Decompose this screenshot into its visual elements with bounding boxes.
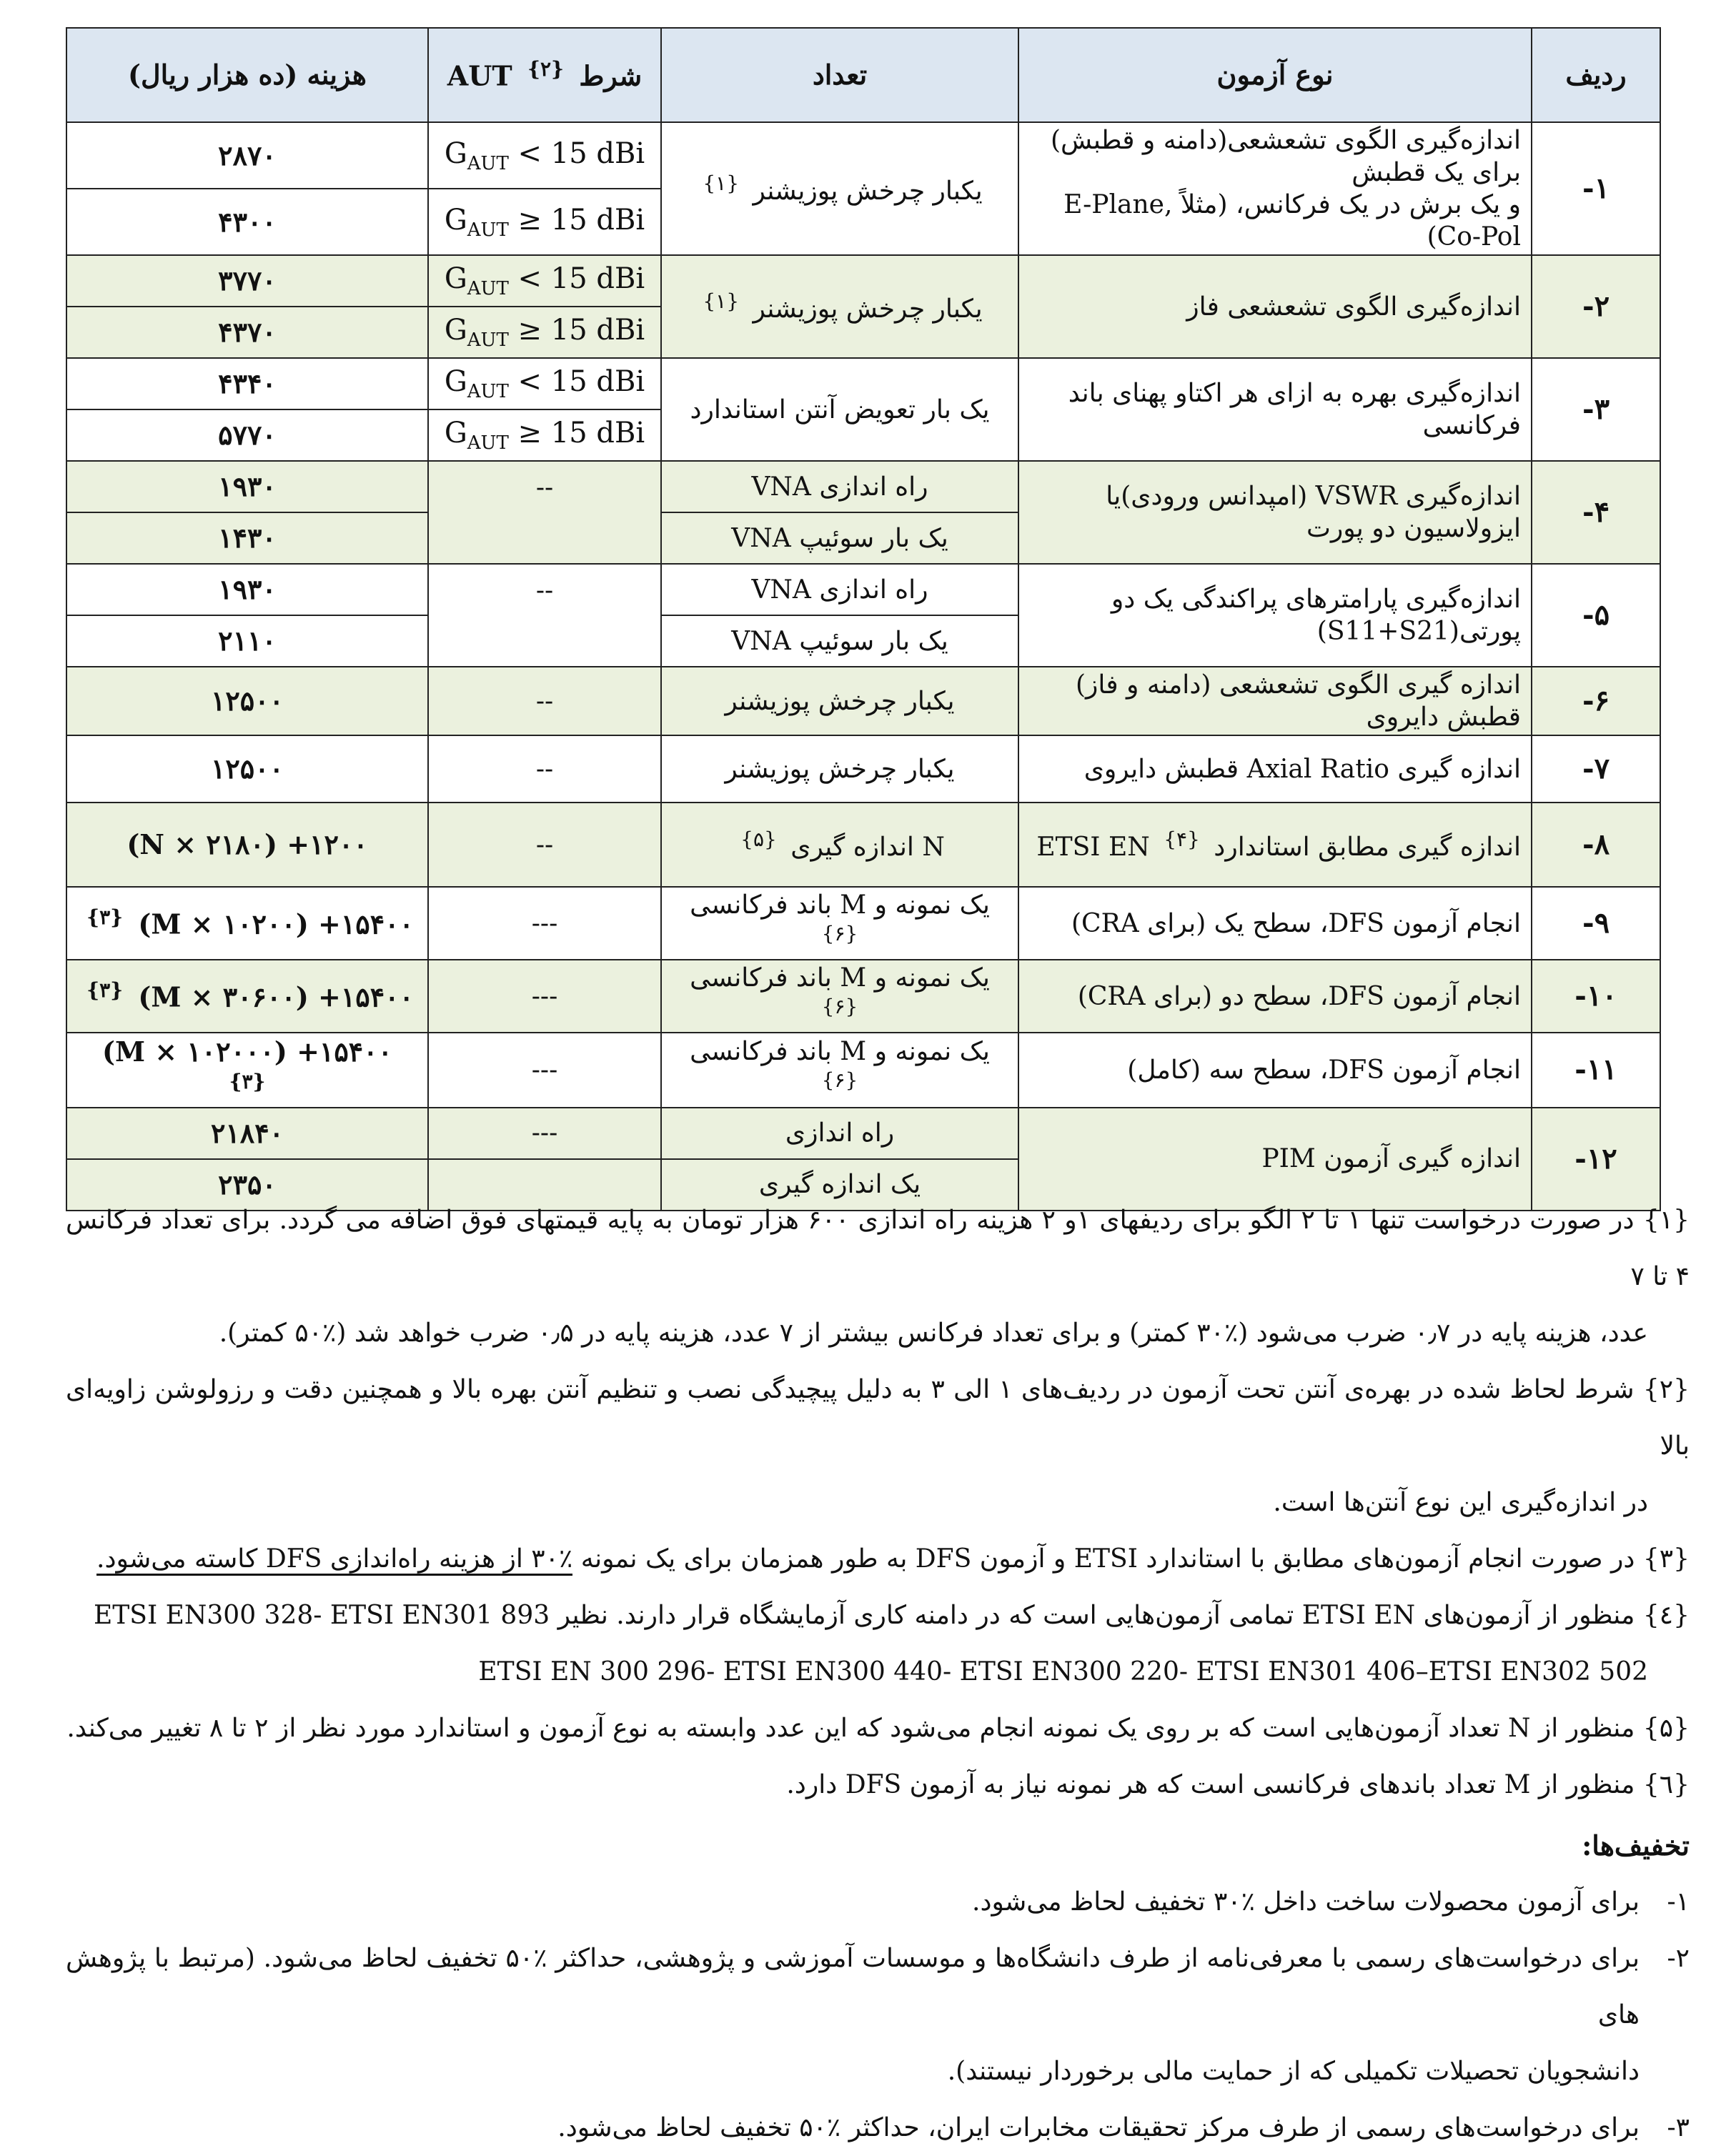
footnotes — [66, 1192, 1690, 2156]
count-text: N اندازه گیری — [790, 832, 945, 862]
count-ref: {۶} — [821, 995, 858, 1018]
cost-text: ۱۵۴۰۰+ (۳۰۶۰۰ × M) — [138, 981, 414, 1014]
footnote-tag: {٤} — [1642, 1601, 1690, 1630]
cost-cell: ۲۸۷۰ — [66, 122, 428, 189]
count-ref: {۶} — [821, 922, 858, 945]
test-type-cell: انجام آزمون DFS، سطح سه (کامل) — [1018, 1033, 1532, 1108]
cost-cell: ۱۲۵۰۰ — [66, 667, 428, 735]
count-cell: یک بار سوئیپ VNA — [661, 615, 1018, 667]
count-cell: راه اندازی — [661, 1108, 1018, 1159]
count-cell — [661, 960, 1018, 1033]
condition-gain-lt: $G_{AUT} < 15$ dBi — [428, 122, 661, 189]
condition-gain-ge: $G_{AUT} \ge 15$ dBi — [428, 409, 661, 461]
header-condition-aut: AUT — [447, 60, 512, 93]
condition-gain-lt: $G_{AUT} < 15$ dBi — [428, 255, 661, 307]
condition-cell: -- — [428, 667, 661, 735]
footnote-text: شرط لحاظ شده در بهره‌ی آنتن تحت آزمون در ردیف‌های ۱ الی ۳ به دلیل پیچیدگی نصب و تنظیم آنتن بهره بالا و همچنین دقت و رزولوشن زاویه‌ای بالا — [66, 1375, 1690, 1461]
row-number: ۱- — [1532, 122, 1660, 255]
row-number: ۷- — [1532, 735, 1660, 803]
row-number: ۲- — [1532, 255, 1660, 358]
table-row — [66, 1033, 1660, 1108]
condition-cell: -- — [428, 564, 661, 667]
table-row — [66, 358, 1660, 409]
table-row — [66, 255, 1660, 307]
count-cell — [661, 122, 1018, 255]
footnote-text-underlined: ٪۳۰ از هزینه راه‌اندازی DFS کاسته می‌شود. — [96, 1544, 572, 1576]
test-type-cell: انجام آزمون DFS، سطح یک (برای CRA) — [1018, 887, 1532, 960]
footnote-tag: {۱} — [1642, 1206, 1690, 1235]
row-number: ۹- — [1532, 887, 1660, 960]
cost-text: ۱۵۴۰۰+ (۱۰۲۰۰۰ × M) — [102, 1035, 392, 1068]
condition-cell: -- — [428, 461, 661, 564]
cost-cell: ۲۳۵۰ — [66, 1159, 428, 1211]
cost-ref: {۳} — [86, 905, 124, 930]
footnote-4-cont: ETSI EN 300 296- ETSI EN300 440- ETSI EN300 220- ETSI EN301 406–ETSI EN302 502 — [478, 1657, 1648, 1686]
count-text: یک نمونه و M باند فرکانسی — [690, 963, 990, 993]
test-type-cell — [1018, 122, 1532, 255]
table-row — [66, 461, 1660, 512]
test-type-cell: اندازه‌گیری پارامترهای پراکندگی یک دو پورتی(S11+S21) — [1018, 564, 1532, 667]
footnote-3 — [66, 1531, 1690, 1587]
footnote-5 — [66, 1700, 1690, 1757]
header-cost: هزینه (ده هزار ریال) — [66, 28, 428, 122]
footnote-tag: {۳} — [1642, 1544, 1690, 1574]
cost-cell: ۱۲۵۰۰ — [66, 735, 428, 803]
cost-cell: ۱۲۰۰+ (۲۱۸۰ × N) — [66, 803, 428, 887]
cost-cell: ۳۷۷۰ — [66, 255, 428, 307]
count-text: یکبار چرخش پوزیشنر — [753, 176, 983, 206]
header-test-type: نوع آزمون — [1018, 28, 1532, 122]
count-cell: راه اندازی VNA — [661, 461, 1018, 512]
header-row-number: ردیف — [1532, 28, 1660, 122]
row-number: ۱۱- — [1532, 1033, 1660, 1108]
count-cell — [661, 255, 1018, 358]
cost-cell — [66, 887, 428, 960]
test-type-line: و یک برش در یک فرکانس، (مثلاً E-Plane, Co-Pol) — [1063, 190, 1521, 252]
table-row — [66, 887, 1660, 960]
row-number: ۱۲- — [1532, 1108, 1660, 1211]
row-number: ۵- — [1532, 564, 1660, 667]
footnote-tag: {۵} — [1642, 1714, 1690, 1743]
row-number: ۸- — [1532, 803, 1660, 887]
test-type-text: اندازه گیری مطابق استاندارد ETSI EN — [1036, 832, 1521, 862]
count-cell: یکبار چرخش پوزیشنر — [661, 667, 1018, 735]
table-row — [66, 564, 1660, 615]
footnote-1-cont: عدد، هزینه پایه در ۰٫۷ ضرب می‌شود (٪۳۰ کمتر) و برای تعداد فرکانس بیشتر از ۷ عدد، هزینه پایه در ۰٫۵ ضرب خواهد شد (٪۵۰ کمتر). — [219, 1318, 1648, 1348]
test-type-cell: اندازه گیری آزمون PIM — [1018, 1108, 1532, 1211]
count-ref: {۱} — [703, 171, 740, 195]
count-cell: یکبار چرخش پوزیشنر — [661, 735, 1018, 803]
count-cell: یک اندازه گیری — [661, 1159, 1018, 1211]
discounts-heading: تخفیف‌ها: — [1582, 1829, 1690, 1862]
footnote-tag: {۲} — [1642, 1375, 1690, 1404]
count-cell: یک بار تعویض آنتن استاندارد — [661, 358, 1018, 461]
table-row — [66, 960, 1660, 1033]
footnote-4 — [66, 1587, 1690, 1644]
row-number: ۴- — [1532, 461, 1660, 564]
footnote-text: در صورت درخواست تنها ۱ تا ۲ الگو برای ردیفهای ۱و ۲ هزینه راه اندازی ۶۰۰ هزار تومان به پایه قیمتهای فوق اضافه می گردد. برای تعداد فرکانس ۴ تا ۷ — [66, 1206, 1690, 1291]
header-condition-label: شرط — [579, 60, 643, 93]
row-number: ۱۰- — [1532, 960, 1660, 1033]
condition-cell: --- — [428, 1033, 661, 1108]
discount-number: ۳- — [1667, 2113, 1690, 2142]
header-condition — [428, 28, 661, 122]
footnote-text: منظور از آزمون‌های ETSI EN تمامی آزمون‌هایی است که در دامنه کاری آزمایشگاه قرار دارند. نظیر ETSI EN300 328- ETSI EN301 893 — [94, 1601, 1635, 1630]
cost-cell: ۴۳۴۰ — [66, 358, 428, 409]
footnote-2 — [66, 1361, 1690, 1474]
condition-cell: --- — [428, 887, 661, 960]
condition-gain-ge: $G_{AUT} \ge 15$ dBi — [428, 307, 661, 358]
table-row — [66, 803, 1660, 887]
cost-ref: {۳} — [86, 978, 124, 1003]
footnote-text: در صورت انجام آزمون‌های مطابق با استاندارد ETSI و آزمون DFS به طور همزمان برای یک نمونه — [580, 1544, 1635, 1574]
cost-ref: {۳} — [229, 1069, 266, 1093]
count-text: یک نمونه و M باند فرکانسی — [690, 1037, 990, 1067]
cost-cell — [66, 960, 428, 1033]
count-cell — [661, 803, 1018, 887]
test-type-cell: اندازه‌گیری الگوی تشعشعی فاز — [1018, 255, 1532, 358]
footnote-text: منظور از N تعداد آزمون‌هایی است که بر روی یک نمونه انجام می‌شود که این عدد وابسته به نوع آزمون و استاندارد مورد نظر از ۲ تا ۸ تغییر می‌کند. — [66, 1714, 1635, 1743]
condition-gain-lt: $G_{AUT} < 15$ dBi — [428, 358, 661, 409]
condition-cell: --- — [428, 960, 661, 1033]
count-cell — [661, 1033, 1018, 1108]
footnote-1 — [66, 1192, 1690, 1305]
condition-cell: -- — [428, 735, 661, 803]
row-number: ۳- — [1532, 358, 1660, 461]
discount-text: برای درخواست‌های رسمی با معرفی‌نامه از طرف دانشگاه‌ها و موسسات آموزشی و پژوهشی، حداکثر ٪۵۰ تخفیف لحاظ می‌شود. (مرتبط با پژوهش های دانشجویان تحصیلات تکمیلی که از حمایت مالی برخوردار نیستند). — [66, 1944, 1640, 2086]
discount-item — [66, 1930, 1690, 2100]
count-cell: یک بار سوئیپ VNA — [661, 512, 1018, 564]
discount-number: ۲- — [1667, 1944, 1690, 1973]
table-row — [66, 735, 1660, 803]
discount-item — [66, 1874, 1690, 1930]
cost-cell: ۱۹۳۰ — [66, 564, 428, 615]
table-row — [66, 1108, 1660, 1159]
count-ref: {۵} — [740, 827, 777, 851]
condition-cell: --- — [428, 1108, 661, 1159]
discount-text: برای آزمون محصولات ساخت داخل ٪۳۰ تخفیف لحاظ می‌شود. — [972, 1887, 1640, 1917]
count-cell: راه اندازی VNA — [661, 564, 1018, 615]
footnote-6 — [66, 1757, 1690, 1813]
test-type-cell — [1018, 803, 1532, 887]
count-cell — [661, 887, 1018, 960]
table-row — [66, 667, 1660, 735]
cost-cell: ۴۳۰۰ — [66, 189, 428, 255]
condition-gain-ge: $G_{AUT} \ge 15$ dBi — [428, 189, 661, 255]
cost-cell: ۲۱۱۰ — [66, 615, 428, 667]
cost-text: ۱۵۴۰۰+ (۱۰۲۰۰ × M) — [138, 908, 414, 941]
row-number: ۶- — [1532, 667, 1660, 735]
fee-table — [66, 27, 1661, 1211]
discount-number: ۱- — [1667, 1887, 1690, 1917]
test-type-line: اندازه‌گیری الگوی تشعشعی(دامنه و قطبش) برای یک قطبش — [1050, 126, 1521, 187]
test-type-cell: اندازه‌گیری بهره به ازای هر اکتاو پهنای باند فرکانسی — [1018, 358, 1532, 461]
footnote-2-cont: در اندازه‌گیری این نوع آنتن‌ها است. — [1273, 1488, 1648, 1517]
count-ref: {۱} — [703, 289, 740, 313]
header-condition-ref: {۲} — [527, 57, 565, 81]
cost-cell: ۵۷۷۰ — [66, 409, 428, 461]
test-type-cell: انجام آزمون DFS، سطح دو (برای CRA) — [1018, 960, 1532, 1033]
discount-text: برای درخواست‌های رسمی از طرف مرکز تحقیقات مخابرات ایران، حداکثر ٪۵۰ تخفیف لحاظ می‌شود. — [557, 2113, 1640, 2142]
test-type-cell: اندازه گیری الگوی تشعشعی (دامنه و فاز) قطبش دایروی — [1018, 667, 1532, 735]
discount-item — [66, 2100, 1690, 2156]
cost-cell: ۲۱۸۴۰ — [66, 1108, 428, 1159]
header-count: تعداد — [661, 28, 1018, 122]
table-header-row — [66, 28, 1660, 122]
count-ref: {۶} — [821, 1068, 858, 1093]
count-text: یک نمونه و M باند فرکانسی — [690, 890, 990, 920]
footnote-text: منظور از M تعداد باندهای فرکانسی است که هر نمونه نیاز به آزمون DFS دارد. — [786, 1770, 1635, 1799]
condition-cell: -- — [428, 803, 661, 887]
test-type-ref: {۴} — [1164, 827, 1200, 851]
test-type-cell: اندازه‌گیری VSWR (امپدانس ورودی)یا ایزولاسیون دو پورت — [1018, 461, 1532, 564]
test-type-cell: اندازه گیری Axial Ratio قطبش دایروی — [1018, 735, 1532, 803]
table-row — [66, 122, 1660, 189]
cost-cell: ۱۴۳۰ — [66, 512, 428, 564]
count-text: یکبار چرخش پوزیشنر — [753, 294, 983, 324]
cost-cell: ۱۹۳۰ — [66, 461, 428, 512]
cost-cell — [66, 1033, 428, 1108]
footnote-tag: {٦} — [1642, 1770, 1690, 1799]
cost-cell: ۴۳۷۰ — [66, 307, 428, 358]
